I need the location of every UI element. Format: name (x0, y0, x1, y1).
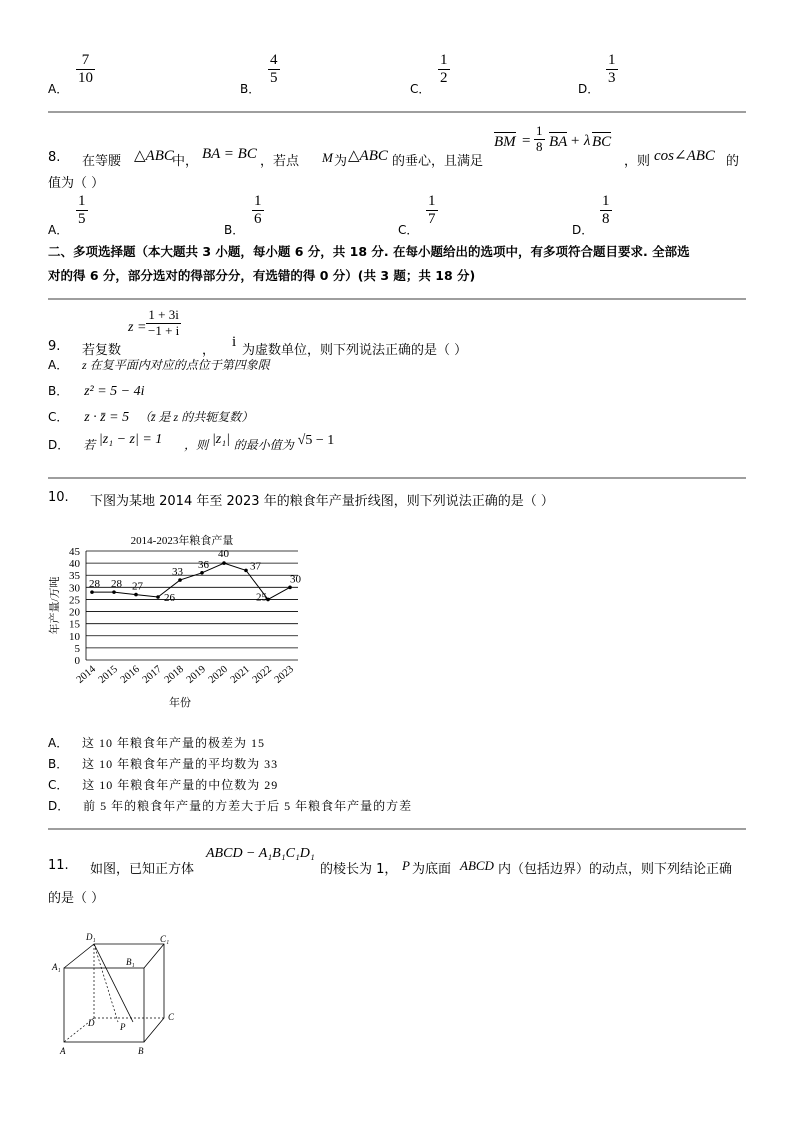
data-point (200, 571, 204, 575)
question-text: 如图，已知正方体 (90, 862, 195, 877)
option-text: 这 10 年粮食年产量的平均数为 33 (82, 757, 279, 771)
x-tick-label: 2022 (250, 663, 274, 686)
cube-figure (44, 930, 184, 1060)
label-b: B (138, 1046, 144, 1056)
numerator: 7 (76, 52, 95, 70)
label-c1: C₁ (160, 934, 170, 944)
divider (48, 828, 746, 830)
denominator: −1 + i (148, 322, 180, 338)
option-text: 这 10 年粮食年产量的极差为 15 (82, 736, 266, 750)
vector-bc: BC (592, 134, 612, 150)
option-letter: C． (48, 778, 69, 792)
fraction (600, 193, 612, 229)
chart-y-label: 年产量/万吨 (49, 576, 61, 635)
cube-front-face (64, 968, 144, 1042)
chart-data-labels (89, 548, 302, 604)
label-p: P (120, 1022, 126, 1032)
data-point (112, 590, 116, 594)
option-letter: D． (48, 799, 70, 813)
option-letter: B． (240, 82, 261, 96)
x-tick-label: 2016 (118, 663, 142, 686)
fraction (268, 52, 280, 88)
option-letter: A． (48, 736, 69, 750)
data-label: 25 (256, 591, 267, 604)
segment-d1-diag (94, 944, 133, 1022)
denominator: 2 (440, 70, 448, 87)
option-letter: D． (48, 438, 70, 452)
question-text: 中， (172, 154, 199, 169)
q9-option-c[interactable] (48, 408, 253, 426)
denominator: 8 (536, 138, 543, 154)
question-text: 的棱长为 1， (320, 862, 398, 877)
option-letter: C． (410, 82, 431, 96)
chart-x-ticks (75, 663, 296, 685)
denominator: 7 (428, 211, 436, 228)
question-text: 的是（ ） (48, 891, 105, 906)
math-triangle: △ABC (348, 148, 388, 164)
question-text: ， (202, 343, 216, 358)
denominator: 5 (78, 211, 86, 228)
fraction (252, 193, 264, 229)
denominator: 5 (270, 70, 278, 87)
chart-x-label: 年份 (169, 697, 191, 709)
x-tick-label: 2017 (140, 663, 164, 686)
fraction (426, 193, 438, 229)
x-tick-label: 2023 (272, 663, 296, 686)
option-math: z · z̄ = 5 (84, 410, 130, 425)
segment-d1p (94, 944, 118, 1022)
question-text: ，若点 (260, 154, 300, 169)
numerator: 1 (600, 193, 612, 211)
label-b1: B₁ (126, 957, 135, 967)
label-a1: A₁ (52, 962, 61, 972)
fraction (606, 52, 618, 88)
option-letter: B． (48, 757, 69, 771)
option-letter: D． (578, 82, 600, 96)
data-point (90, 590, 94, 594)
math-cos: cos∠ABC (654, 148, 715, 164)
fraction (534, 124, 545, 155)
option-math: |z₁ − z| = 1 (98, 432, 163, 447)
data-label: 27 (132, 580, 143, 593)
numerator: 1 (438, 52, 450, 70)
data-label: 28 (111, 578, 122, 591)
option-letter: D． (572, 223, 594, 237)
fraction (438, 52, 450, 88)
data-label: 30 (290, 573, 301, 586)
x-tick-label: 2018 (162, 663, 186, 686)
option-text: z 在复平面内对应的点位于第四象限 (82, 358, 270, 372)
chart-grid (86, 551, 298, 660)
label-d1: D₁ (86, 932, 96, 942)
q10-option-b[interactable] (48, 755, 278, 772)
question-text: 的 (726, 154, 740, 169)
numerator: 4 (268, 52, 280, 70)
data-label: 33 (172, 566, 183, 579)
option-letter: A． (48, 82, 69, 96)
label-d: D (88, 1018, 95, 1028)
option-text: z² = 5 − 4i (84, 384, 145, 399)
data-point (156, 595, 160, 599)
question-text: 为 (334, 154, 348, 169)
y-tick-label: 20 (69, 606, 80, 619)
cube-edge (144, 944, 164, 968)
fraction (146, 308, 181, 339)
question-number: 8. (48, 150, 61, 165)
y-tick-label: 35 (69, 570, 80, 583)
x-tick-label: 2020 (206, 663, 230, 686)
fraction (76, 193, 88, 229)
q10-option-a[interactable] (48, 734, 265, 751)
data-point (222, 561, 226, 565)
question-text: 内（包括边界）的动点，则下列结论正确 (498, 862, 733, 877)
section-header-line: 对的得 6 分，部分选对的得部分分，有选错的得 0 分）(共 3 题；共 18 分) (48, 268, 476, 283)
line-chart (40, 528, 310, 714)
option-letter: B． (48, 384, 69, 398)
data-label: 26 (164, 592, 175, 605)
y-tick-label: 30 (69, 582, 80, 595)
question-text: 的垂心，且满足 (392, 154, 484, 169)
math-triangle: △ABC (134, 148, 174, 164)
q9-option-a[interactable] (48, 356, 270, 373)
y-tick-label: 0 (74, 655, 80, 667)
question-text: 值为（ ） (48, 176, 105, 191)
denominator: 6 (254, 211, 262, 228)
option-letter: C． (48, 410, 69, 424)
option-letter: A． (48, 358, 69, 372)
option-letter: A． (48, 223, 69, 237)
x-tick-label: 2015 (96, 663, 120, 686)
q10-option-c[interactable] (48, 776, 278, 793)
question-text: 在等腰 (82, 154, 122, 169)
section-header-line: 二、多项选择题（本大题共 3 小题，每小题 6 分，共 18 分. 在每小题给出的选项中，有多项符合题目要求. 全部选 (48, 244, 690, 259)
y-tick-label: 40 (69, 558, 80, 571)
option-text: ，则 (184, 438, 209, 452)
x-tick-label: 2019 (184, 663, 208, 686)
data-point (178, 578, 182, 582)
data-point (288, 586, 292, 590)
y-tick-label: 45 (69, 546, 80, 558)
chart-title: 2014-2023年粮食产量 (130, 535, 234, 547)
option-text: 的最小值为 (233, 438, 294, 452)
q9-option-b[interactable] (48, 382, 145, 400)
chart-y-ticks (69, 546, 81, 667)
y-tick-label: 10 (69, 630, 80, 643)
question-number: 9. (48, 339, 61, 354)
option-letter: C． (398, 223, 419, 237)
y-tick-label: 5 (74, 642, 80, 655)
math-equation: BA = BC (202, 146, 257, 162)
label-a: A (60, 1046, 66, 1056)
numerator: 1 (252, 193, 264, 211)
math-z: z = (128, 320, 147, 335)
denominator: 3 (608, 70, 616, 87)
option-text: （z̄ 是 z 的共轭复数） (138, 410, 254, 424)
question-text: 下图为某地 2014 年至 2023 年的粮食年产量折线图，则下列说法正确的是（ ） (90, 494, 554, 509)
question-text: 若复数 (82, 343, 122, 358)
option-text: 这 10 年粮食年产量的中位数为 29 (82, 778, 279, 792)
data-label: 36 (198, 558, 209, 571)
question-text: ，则 (624, 154, 651, 169)
cube-top-right-edges (64, 944, 164, 1042)
option-math: √5 − 1 (297, 433, 335, 448)
option-text: 前 5 年的粮食年产量的方差大于后 5 年粮食年产量的方差 (83, 799, 413, 813)
denominator: 8 (602, 211, 610, 228)
label-c: C (168, 1012, 175, 1022)
option-math: |z₁| (211, 432, 230, 447)
vector-equation (494, 124, 614, 160)
data-point (244, 569, 248, 573)
divider (48, 298, 746, 300)
math-i: i (232, 334, 237, 350)
question-text: 为虚数单位，则下列说法正确的是（ ） (242, 343, 468, 358)
math-cube: ABCD − A₁B₁C₁D₁ (206, 846, 315, 861)
numerator: 1 (606, 52, 618, 70)
math-base: ABCD (460, 858, 494, 873)
math-point: M (322, 150, 333, 165)
section-header (48, 240, 748, 288)
option-text: 若 (83, 438, 96, 452)
fraction (76, 52, 95, 88)
question-number: 11. (48, 858, 69, 873)
denominator: 10 (78, 70, 93, 87)
option-letter: B． (224, 223, 245, 237)
question-number: 10. (48, 490, 69, 505)
q9-option-d[interactable] (48, 432, 335, 454)
question-text: 为底面 (412, 862, 452, 877)
x-tick-label: 2014 (74, 663, 98, 686)
y-tick-label: 25 (69, 594, 80, 607)
vector-bm: BM (494, 134, 516, 150)
q10-option-d[interactable] (48, 797, 412, 814)
numerator: 1 (536, 123, 543, 138)
numerator: 1 + 3i (146, 308, 181, 324)
math-point: P (402, 858, 410, 873)
numerator: 1 (76, 193, 88, 211)
x-tick-label: 2021 (228, 663, 252, 686)
equals-sign: = (522, 133, 531, 149)
plus-lambda: + λ (570, 133, 591, 149)
data-point (134, 593, 138, 597)
data-label: 28 (89, 578, 100, 591)
divider (48, 477, 746, 479)
data-label: 40 (218, 548, 229, 561)
data-label: 37 (250, 560, 261, 573)
y-tick-label: 15 (69, 618, 80, 631)
divider (48, 111, 746, 113)
vector-ba: BA (549, 134, 568, 150)
numerator: 1 (426, 193, 438, 211)
